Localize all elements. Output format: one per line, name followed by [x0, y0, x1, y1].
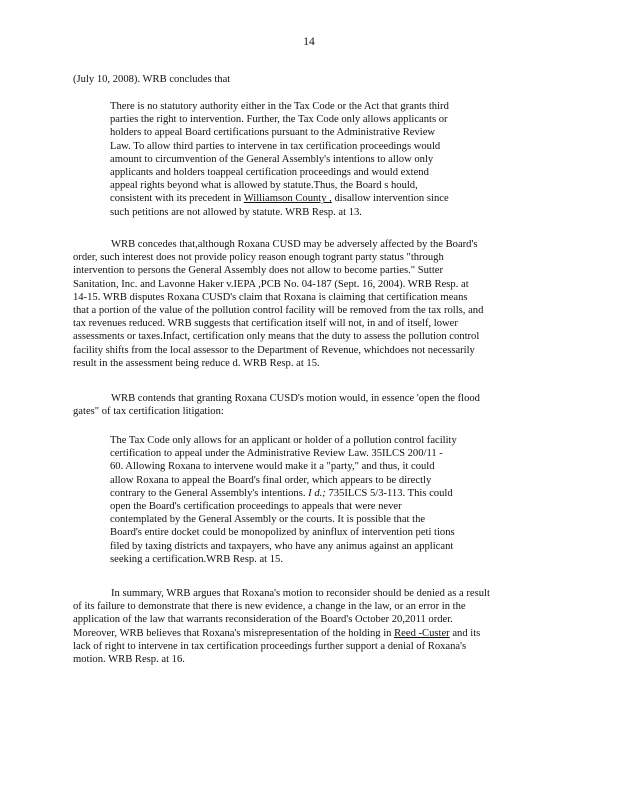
quote1-line	[110, 192, 506, 205]
para4-line: In summary, WRB argues that Roxana's motion to reconsider should be denied as a result	[111, 588, 490, 599]
quote1-line: parties the right to intervention. Further, the Tax Code only allows applicants or	[110, 114, 448, 126]
quote1-line: Law. To allow third parties to intervene in tax certification proceedings would	[110, 140, 441, 152]
para2-line: assessments or taxes.Infact, certification only means that the duty to assess the pollution control	[73, 331, 480, 343]
quote2-line: seeking a certification.WRB Resp. at 15.	[110, 553, 283, 565]
block-quote-2	[110, 434, 506, 566]
para2-line: Sanitation, Inc. and Lavonne Haker v.IEPA ,PCB No. 04-187 (Sept. 16, 2004). WRB Resp. at	[73, 278, 469, 290]
quote2-line: Board's entire docket could be monopolized by aninflux of intervention peti tions	[110, 527, 455, 539]
para3-line: WRB contends that granting Roxana CUSD's motion would, in essence 'open the flood	[111, 393, 480, 404]
para2-line: that a portion of the value of the pollution control facility will be removed from the tax rolls, and	[73, 305, 484, 317]
para4-line: lack of right to intervene in tax certification proceedings further support a denial of Roxana's	[73, 640, 467, 652]
quote1-line: appeal rights beyond what is allowed by statute.Thus, the Board s hould,	[110, 180, 418, 192]
quote2-line: filed by taxing districts and taxpayers, who have any animus against an applicant	[110, 540, 454, 552]
quote1-line-part: consistent with its precedent in	[110, 193, 244, 205]
id-citation: I d.;	[308, 487, 326, 499]
para4-line: motion. WRB Resp. at 16.	[73, 654, 185, 666]
para2-line: 14-15. WRB disputes Roxana CUSD's claim that Roxana is claiming that certification means	[73, 291, 468, 303]
para2-line: facility shifts from the local assessor to the Department of Revenue, whichdoes not necessarily	[73, 344, 475, 356]
quote2-line: open the Board's certification proceedings to appeals that were never	[110, 501, 402, 513]
quote2-line: allow Roxana to appeal the Board's final order, which appears to be directly	[110, 474, 432, 486]
quote2-line: The Tax Code only allows for an applicant or holder of a pollution control facility	[110, 435, 457, 446]
page-number: 14	[303, 36, 315, 48]
para2-line: result in the assessment being reduce d. WRB Resp. at 15.	[73, 357, 320, 369]
para2-line: order, such interest does not provide policy reason enough togrant party status "through	[73, 252, 444, 264]
quote1-line: holders to appeal Board certifications pursuant to the Administrative Review	[110, 127, 436, 139]
intro-text: (July 10, 2008). WRB concludes that	[73, 74, 231, 85]
quote2-line	[110, 487, 506, 500]
quote1-line: There is no statutory authority either in the Tax Code or the Act that grants third	[110, 101, 449, 112]
quote2-line-part: contrary to the General Assembly's intentions.	[110, 487, 309, 499]
para4-line: of its failure to demonstrate that there is new evidence, a change in the law, or an error in the	[73, 601, 466, 613]
quote2-line: certification to appeal under the Administrative Review Law. 35ILCS 200/11 -	[110, 448, 443, 460]
paragraph-flood-gates	[73, 392, 543, 418]
quote2-line-part: 735ILCS 5/3-113. This could	[325, 487, 453, 499]
quote1-line-part: disallow intervention since	[331, 193, 449, 205]
quote1-line: amount to circumvention of the General Assembly's intentions to allow only	[110, 153, 434, 165]
case-citation-reed-custer: Reed -Custer	[394, 627, 450, 639]
quote2-line: 60. Allowing Roxana to intervene would make it a "party," and thus, it could	[110, 461, 435, 473]
para2-line: intervention to persons the General Assembly does not allow to become parties." Sutter	[73, 265, 444, 277]
para4-line	[73, 627, 543, 640]
quote1-line: such petitions are not allowed by statute. WRB Resp. at 13.	[110, 206, 362, 218]
paragraph-concession	[73, 238, 543, 370]
quote1-line: applicants and holders toappeal certification proceedings and would extend	[110, 167, 429, 179]
quote2-line: contemplated by the General Assembly or the courts. It is possible that the	[110, 514, 426, 526]
case-citation-williamson: Williamson County ,	[243, 193, 332, 205]
paragraph-summary	[73, 587, 543, 666]
para2-line: WRB concedes that,although Roxana CUSD may be adversely affected by the Board's	[111, 239, 478, 250]
para2-line: tax revenues reduced. WRB suggests that certification itself will not, in and of itself, lower	[73, 318, 458, 330]
para4-line-part: Moreover, WRB believes that Roxana's misrepresentation of the holding in	[73, 627, 395, 639]
intro-line	[73, 73, 543, 86]
para4-line-part: and its	[449, 627, 481, 639]
para4-line: application of the law that warrants reconsideration of the Board's October 20,2011 order.	[73, 614, 453, 626]
block-quote-1	[110, 100, 506, 219]
para3-line: gates" of tax certification litigation:	[73, 406, 224, 418]
